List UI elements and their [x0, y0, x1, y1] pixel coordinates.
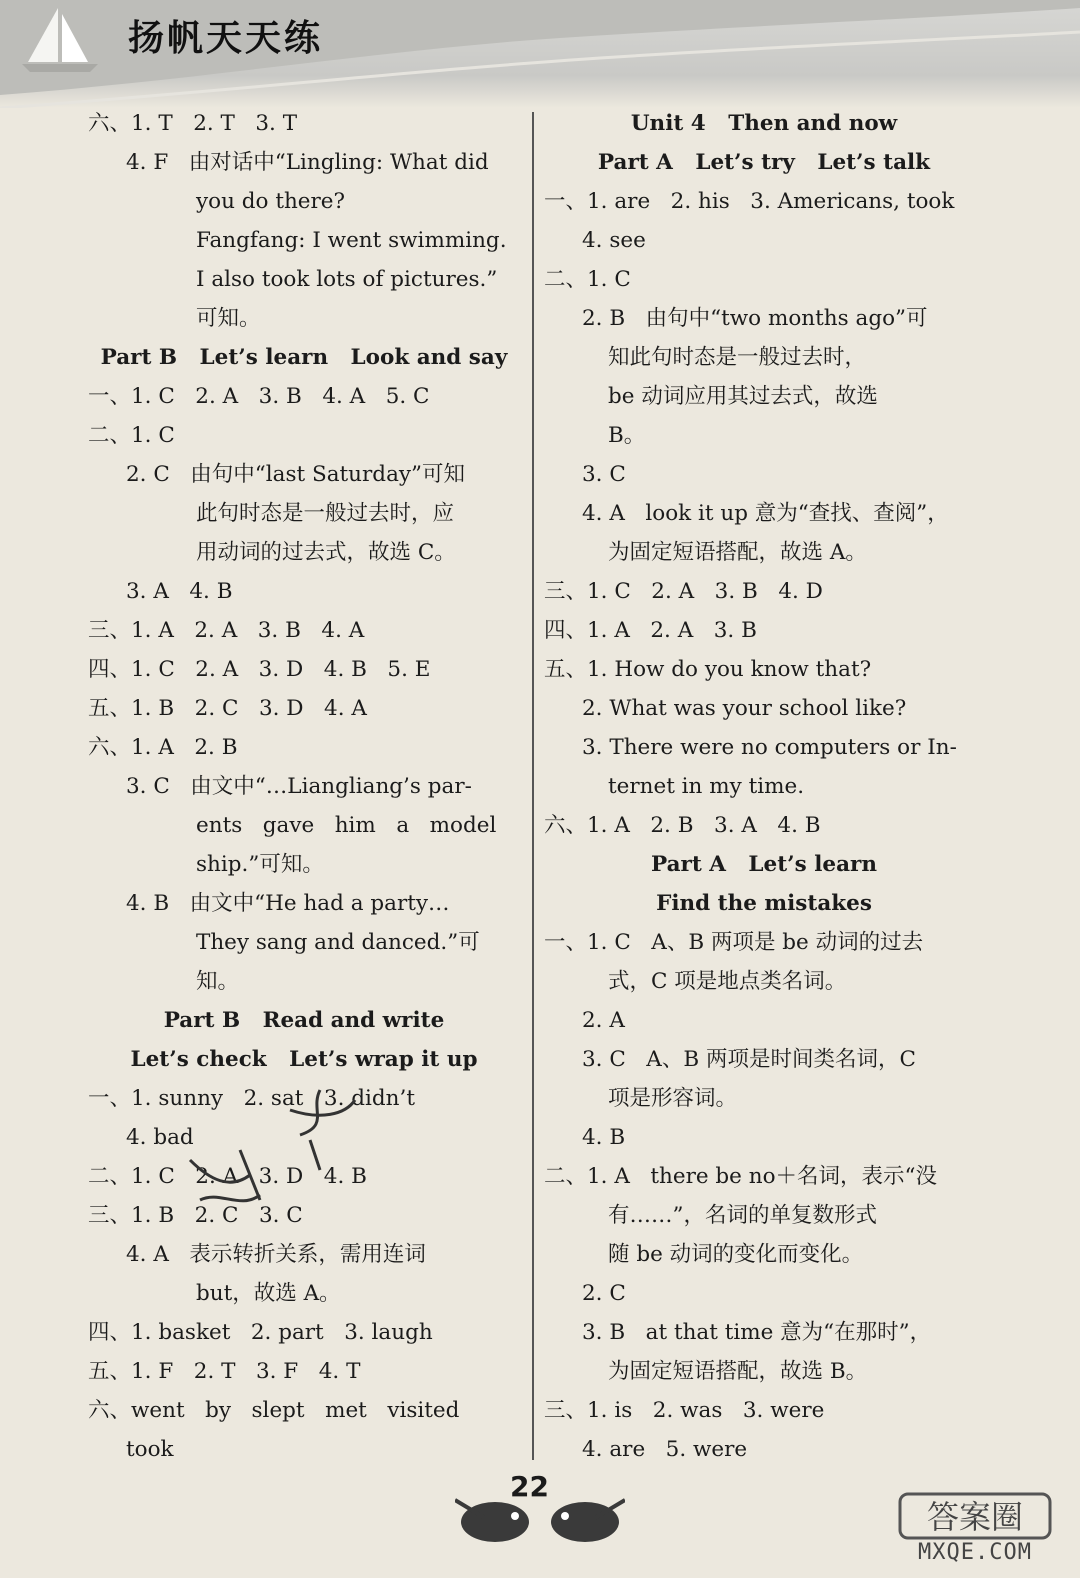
right-answer-line: 三、1. C 2. A 3. B 4. D [544, 579, 823, 604]
right-answer-line: 4. A look it up 意为“查找、查阅”， [582, 501, 949, 526]
left-answer-line: took [126, 1437, 174, 1462]
left-answer-line: 六、1. A 2. B [88, 735, 238, 760]
right-answer-line: 有……”，名词的单复数形式 [608, 1203, 877, 1228]
left-answer-line: 一、1. C 2. A 3. B 4. A 5. C [88, 384, 430, 409]
right-answer-line: B。 [608, 423, 646, 448]
pencil-scribble [170, 1080, 370, 1250]
right-answer-line: 3. C A、B 两项是时间类名词，C [582, 1047, 916, 1072]
answer-column-right [544, 104, 984, 1469]
left-answer-line: but，故选 A。 [196, 1281, 341, 1306]
left-answer-line: 五、1. B 2. C 3. D 4. A [88, 696, 367, 721]
left-answer-line: 用动词的过去式，故选 C。 [196, 540, 456, 565]
svg-text:答案圈: 答案圈 [926, 1498, 1024, 1536]
left-answer-line: 3. C 由文中“…Liangliang’s par- [126, 774, 472, 799]
left-answer-line: Fangfang: I went swimming. [196, 228, 507, 253]
right-answer-line: 一、1. C A、B 两项是 be 动词的过去 [544, 930, 924, 955]
right-answer-line: 4. see [582, 228, 646, 253]
left-answer-line: 一、1. sunny 2. sat 3. didn’t [88, 1086, 415, 1111]
right-answer-line: 项是形容词。 [608, 1086, 738, 1111]
left-answer-line: 4. B 由文中“He had a party… [126, 891, 450, 916]
right-answer-line: 3. There were no computers or In- [582, 735, 957, 760]
left-answer-line: 此句时态是一般过去时，应 [196, 501, 455, 526]
left-answer-line: 知。 [196, 969, 240, 994]
right-answer-line: 知此句时态是一般过去时， [608, 345, 867, 370]
right-answer-line: ternet in my time. [608, 774, 805, 799]
right-answer-line: 五、1. How do you know that? [544, 657, 872, 682]
right-answer-line: 2. What was your school like? [582, 696, 907, 721]
page-title: 扬帆天天练 [128, 18, 324, 59]
right-answer-line: 随 be 动词的变化而变化。 [608, 1242, 864, 1267]
column-divider [532, 112, 534, 1460]
left-answer-line: 二、1. C 2. A 3. D 4. B [88, 1164, 367, 1189]
left-answer-line: 3. A 4. B [126, 579, 233, 604]
right-answer-line: Unit 4 Then and now [630, 111, 898, 136]
right-answer-line: Part A Let’s learn [651, 852, 877, 877]
left-answer-line: Part B Let’s learn Look and say [100, 345, 508, 370]
page-number: 22 [510, 1470, 549, 1503]
left-answer-line: 4. bad [126, 1125, 194, 1150]
right-answer-line: 2. B 由句中“two months ago”可 [582, 306, 928, 331]
right-answer-line: Find the mistakes [656, 891, 872, 916]
left-answer-line: 三、1. B 2. C 3. C [88, 1203, 303, 1228]
right-answer-line: 一、1. are 2. his 3. Americans, took [544, 189, 955, 214]
right-answer-line: 为固定短语搭配，故选 B。 [608, 1359, 868, 1384]
left-answer-line: Let’s check Let’s wrap it up [130, 1047, 478, 1072]
right-answer-line: be 动词应用其过去式，故选 [608, 384, 878, 409]
left-answer-line: 四、1. C 2. A 3. D 4. B 5. E [88, 657, 431, 682]
right-answer-line: 四、1. A 2. A 3. B [544, 618, 757, 643]
left-answer-line: 4. A 表示转折关系，需用连词 [126, 1242, 426, 1267]
left-answer-line: Part B Read and write [163, 1008, 445, 1033]
left-answer-line: ents gave him a model [196, 813, 497, 838]
answer-column-left [88, 104, 520, 1469]
left-answer-line: 四、1. basket 2. part 3. laugh [88, 1320, 433, 1345]
left-answer-line: 五、1. F 2. T 3. F 4. T [88, 1359, 361, 1384]
left-answer-line: 4. F 由对话中“Lingling: What did [126, 150, 489, 175]
right-answer-line: 3. B at that time 意为“在那时”， [582, 1320, 932, 1345]
left-answer-line: 2. C 由句中“last Saturday”可知 [126, 462, 466, 487]
right-answer-line: 二、1. C [544, 267, 631, 292]
right-answer-line: 为固定短语搭配，故选 A。 [608, 540, 867, 565]
right-answer-line: 4. B [582, 1125, 626, 1150]
right-answer-line: 2. C [582, 1281, 626, 1306]
left-answer-line: you do there? [196, 189, 346, 214]
left-answer-line: 三、1. A 2. A 3. B 4. A [88, 618, 365, 643]
right-answer-line: Part A Let’s try Let’s talk [597, 150, 931, 175]
sailboat-icon [18, 4, 108, 74]
right-answer-line: 二、1. A there be no＋名词，表示“没 [544, 1164, 938, 1189]
watermark-site: MXQE.COM [918, 1540, 1032, 1565]
right-answer-line: 六、1. A 2. B 3. A 4. B [544, 813, 821, 838]
left-answer-line: I also took lots of pictures.” [196, 267, 498, 292]
left-answer-line: 六、went by slept met visited [88, 1398, 460, 1423]
left-answer-line: 可知。 [196, 306, 261, 331]
right-answer-line: 三、1. is 2. was 3. were [544, 1398, 825, 1423]
right-answer-line: 2. A [582, 1008, 625, 1033]
left-answer-line: 六、1. T 2. T 3. T [88, 111, 298, 136]
right-answer-line: 式，C 项是地点类名词。 [608, 969, 847, 994]
left-answer-line: 二、1. C [88, 423, 175, 448]
right-answer-line: 3. C [582, 462, 626, 487]
right-answer-line: 4. are 5. were [582, 1437, 748, 1462]
left-answer-line: ship.”可知。 [196, 852, 324, 877]
left-answer-line: They sang and danced.”可 [196, 930, 480, 955]
